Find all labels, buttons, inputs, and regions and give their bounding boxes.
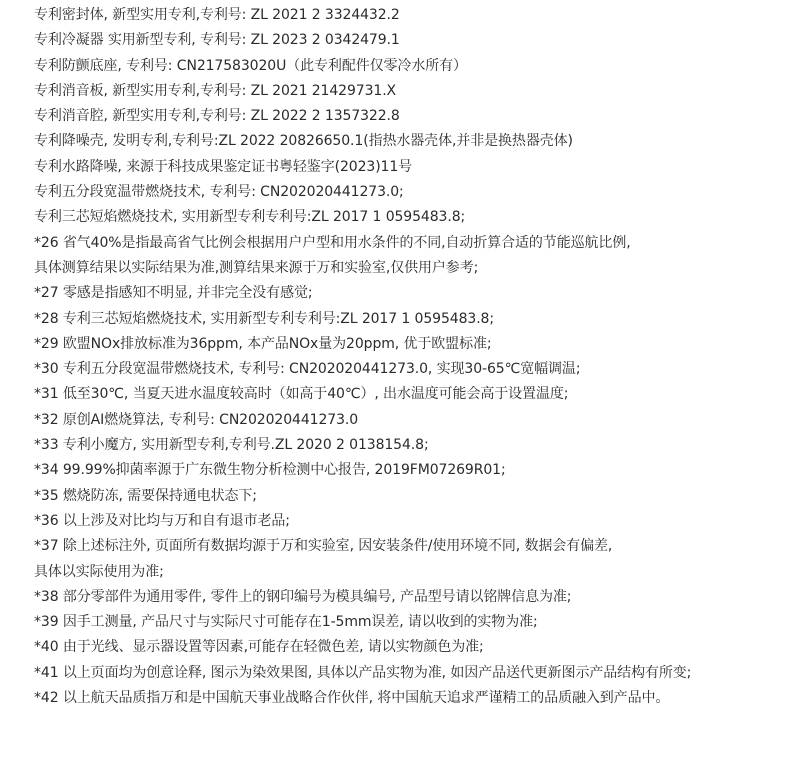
note-line: *42 以上航天品质指万和是中国航天事业战略合作伙伴, 将中国航天追求严谨精工的品质融入到产品中。: [34, 690, 670, 707]
disclaimer-notes: [34, 3, 786, 711]
note-line: *33 专利小魔方, 实用新型专利,专利号.ZL 2020 2 0138154.8;: [34, 437, 429, 454]
note-line: *31 低至30℃, 当夏天进水温度较高时（如高于40℃）, 出水温度可能会高于设置温度;: [34, 386, 569, 403]
note-line: *34 99.99%抑菌率源于广东微生物分析检测中心报告, 2019FM07269R01;: [34, 462, 506, 479]
note-line: *41 以上页面均为创意诠释, 图示为染效果图, 具体以产品实物为准, 如因产品送代更新图示产品结构有所变;: [34, 664, 692, 681]
note-line: 专利水路降噪, 来源于科技成果鉴定证书粤轻鉴字(2023)11号: [34, 158, 413, 175]
note-line: 专利冷凝器 实用新型专利, 专利号: ZL 2023 2 0342479.1: [34, 32, 400, 49]
note-line: 专利三芯短焰燃烧技术, 实用新型专利专利号:ZL 2017 1 0595483.8;: [34, 209, 466, 226]
note-line: 专利消音板, 新型实用专利,专利号: ZL 2021 21429731.X: [34, 82, 397, 99]
note-line: *27 零感是指感知不明显, 并非完全没有感觉;: [34, 285, 313, 302]
note-line: 专利消音腔, 新型实用专利,专利号: ZL 2022 2 1357322.8: [34, 108, 400, 125]
note-line: *38 部分零部件为通用零件, 零件上的钢印编号为模具编号, 产品型号请以铭牌信息为准;: [34, 588, 572, 605]
note-line: 专利降噪壳, 发明专利,专利号:ZL 2022 20826650.1(指热水器壳体,并非是换热器壳体): [34, 133, 573, 150]
note-line: *37 除上述标注外, 页面所有数据均源于万和实验室, 因安装条件/使用环境不同, 数据会有偏差,: [34, 538, 613, 555]
note-line: 专利密封体, 新型实用专利,专利号: ZL 2021 2 3324432.2: [34, 7, 400, 23]
note-line: *39 因手工测量, 产品尺寸与实际尺寸可能存在1-5mm误差, 请以收到的实物为准;: [34, 614, 538, 631]
note-line: *40 由于光线、显示器设置等因素,可能存在轻微色差, 请以实物颜色为准;: [34, 639, 484, 656]
note-line: *35 燃烧防冻, 需要保持通电状态下;: [34, 487, 257, 504]
note-line: 专利防颤底座, 专利号: CN217583020U（此专利配件仅零冷水所有）: [34, 57, 467, 74]
note-line: *29 欧盟NOx排放标准为36ppm, 本产品NOx量为20ppm, 优于欧盟标准;: [34, 335, 492, 352]
note-line: *26 省气40%是指最高省气比例会根据用户户型和用水条件的不同,自动折算合适的节能巡航比例,: [34, 234, 631, 251]
note-line: 具体测算结果以实际结果为准,测算结果来源于万和实验室,仅供用户参考;: [34, 259, 479, 276]
note-line: *32 原创AI燃烧算法, 专利号: CN202020441273.0: [34, 411, 359, 428]
note-line: *30 专利五分段宽温带燃烧技术, 专利号: CN202020441273.0, 实现30-65℃宽幅调温;: [34, 361, 581, 378]
note-line: *36 以上涉及对比均与万和自有退市老品;: [34, 512, 290, 529]
note-line: 专利五分段宽温带燃烧技术, 专利号: CN202020441273.0;: [34, 184, 404, 201]
note-line: 具体以实际使用为准;: [34, 563, 164, 580]
note-line: *28 专利三芯短焰燃烧技术, 实用新型专利专利号:ZL 2017 1 0595483.8;: [34, 310, 494, 327]
